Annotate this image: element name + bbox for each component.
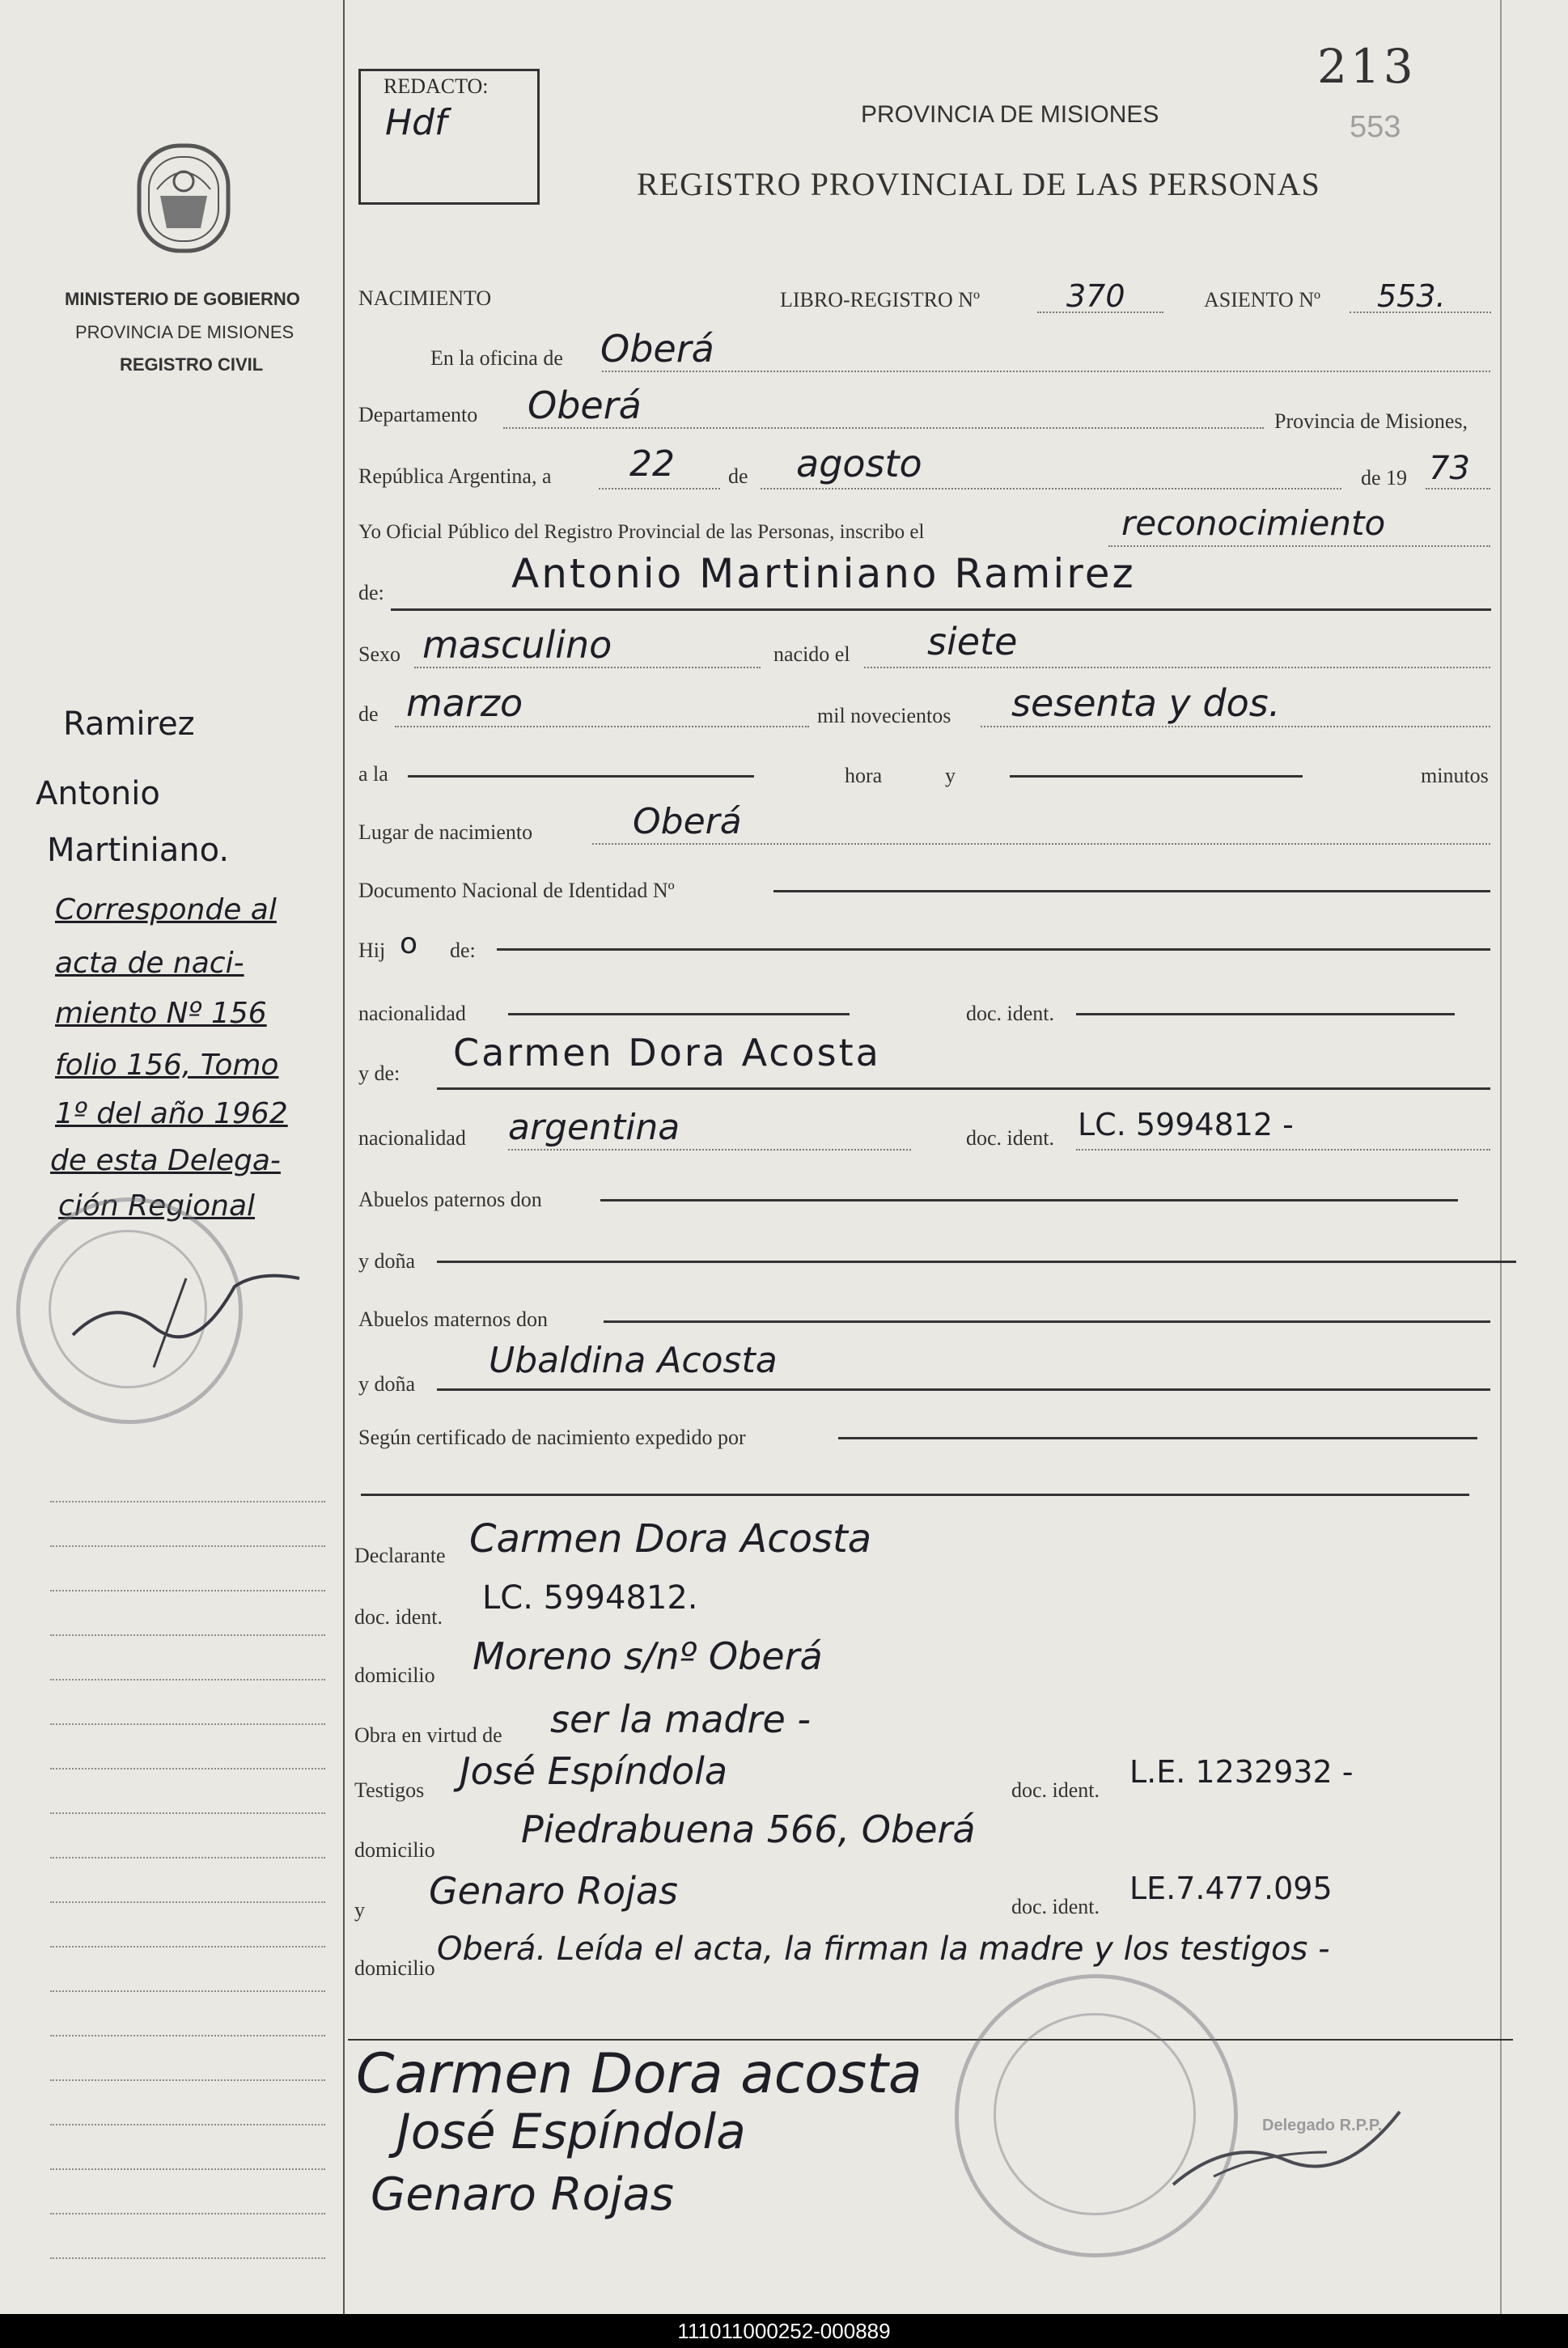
segun-label: Según certificado de nacimiento expedido por	[358, 1426, 746, 1449]
departamento-value: Oberá	[528, 384, 642, 427]
abuelo-mat-line	[604, 1320, 1490, 1323]
redacto-box	[358, 69, 540, 205]
sexo-label: Sexo	[358, 642, 400, 666]
abuela-pat-line	[437, 1261, 1516, 1263]
nacido-label: nacido el	[773, 642, 850, 666]
stamp-signature-right	[1165, 2104, 1408, 2201]
birth-month-line	[395, 726, 809, 727]
margin-note-line-8: 1º del año 1962	[55, 1097, 288, 1130]
y2-label: y	[354, 1898, 365, 1922]
doc-ident-label: doc. ident.	[966, 1002, 1055, 1025]
abuelos-pat-label: Abuelos paternos don	[358, 1188, 542, 1211]
margin-line	[50, 1501, 325, 1502]
margin-line	[50, 1679, 325, 1680]
yo-oficial-label: Yo Oficial Público del Registro Provincial de las Personas, inscribo el	[358, 521, 925, 543]
provincial-seal	[136, 139, 231, 261]
abuelos-mat-label: Abuelos maternos don	[358, 1308, 548, 1331]
hijo-de-label: de:	[450, 939, 476, 962]
margin-line	[50, 2257, 325, 2259]
inscribo-line	[1108, 545, 1490, 547]
hijo-label: Hij	[358, 939, 386, 962]
nacionalidad-label: nacionalidad	[358, 1002, 466, 1025]
obra-label: Obra en virtud de	[354, 1723, 502, 1747]
domicilio-value: Moreno s/nº Oberá	[473, 1634, 823, 1678]
margin-note-line-10: ción Regional	[58, 1189, 255, 1223]
testigo1-value: José Espíndola	[460, 1749, 728, 1793]
margin-note-line-6: miento Nº 156	[55, 997, 267, 1030]
margin-line	[50, 2035, 325, 2036]
margin-note-line-5: acta de naci-	[55, 947, 244, 980]
lugar-line	[592, 843, 1490, 845]
margin-line	[50, 1634, 325, 1636]
departamento-label: Departamento	[358, 403, 478, 426]
republica-label: República Argentina, a	[358, 464, 552, 488]
libro-value: 370	[1066, 278, 1125, 314]
segun-line	[838, 1437, 1477, 1439]
margin-note-line-3: Martiniano.	[47, 832, 230, 869]
hora-label: hora	[845, 764, 883, 787]
testigo2-value: Genaro Rojas	[429, 1869, 679, 1913]
abuelo-pat-line	[600, 1199, 1458, 1202]
abuela-mat-value: Ubaldina Acosta	[489, 1340, 778, 1381]
documento-label: Documento Nacional de Identidad Nº	[358, 879, 675, 902]
closing-line	[348, 2039, 1513, 2041]
mother-doc-value: LC. 5994812 -	[1078, 1107, 1294, 1142]
oficina-line	[602, 371, 1490, 372]
nacionalidad-line	[508, 1013, 850, 1015]
seal-registry: REGISTRO CIVIL	[120, 354, 264, 375]
margin-line	[50, 1901, 325, 1903]
hijo-suffix: o	[400, 927, 418, 960]
margin-note-line-4: Corresponde al	[55, 893, 277, 926]
margin-note-line-9: de esta Delega-	[50, 1144, 281, 1177]
margin-line	[50, 1590, 325, 1591]
ala-label: a la	[358, 762, 388, 786]
month-value: agosto	[796, 442, 922, 485]
margin-note-line-2: Antonio	[36, 775, 160, 812]
declarante-label: Declarante	[354, 1544, 446, 1567]
lugar-value: Oberá	[633, 801, 742, 842]
record-type: NACIMIENTO	[358, 286, 492, 310]
declarante-value: Carmen Dora Acosta	[469, 1516, 872, 1562]
birth-month-value: marzo	[406, 681, 523, 725]
year-label: de 19	[1361, 466, 1408, 490]
testigos-label: Testigos	[354, 1778, 425, 1802]
minutos-label: minutos	[1421, 764, 1489, 787]
decl-doc-value: LC. 5994812.	[482, 1579, 698, 1617]
mil-label: mil novecientos	[817, 704, 951, 727]
provincia-label: Provincia de Misiones,	[1274, 409, 1468, 433]
hour-line	[408, 775, 754, 778]
stamp-text-right: Delegado R.P.P.	[1262, 2117, 1383, 2134]
year-value: 73	[1429, 450, 1470, 487]
inscribo-value: reconocimiento	[1121, 503, 1386, 543]
obra-value: ser la madre -	[550, 1697, 812, 1741]
margin-line	[50, 2124, 325, 2125]
y-label: y	[945, 764, 956, 787]
mother-value: Carmen Dora Acosta	[453, 1031, 881, 1074]
nacionalidad2-label: nacionalidad	[358, 1126, 466, 1150]
margin-line	[50, 1723, 325, 1725]
decl-doc-label: doc. ident.	[354, 1605, 443, 1629]
testigo1-dom: Piedrabuena 566, Oberá	[521, 1808, 976, 1851]
redacto-value: Hdf	[385, 102, 447, 143]
margin-line	[50, 1545, 325, 1547]
de2-label: de	[358, 702, 379, 726]
minutes-line	[1010, 775, 1303, 778]
ydona2-label: y doña	[358, 1372, 416, 1396]
nacido-value: siete	[927, 620, 1018, 663]
ydona-label: y doña	[358, 1249, 416, 1273]
seal-ministry: MINISTERIO DE GOBIERNO	[65, 289, 300, 309]
sexo-value: masculino	[422, 623, 612, 667]
name-line	[391, 608, 1491, 611]
birth-year-value: sesenta y dos.	[1011, 681, 1281, 725]
testigo1-doc: L.E. 1232932 -	[1129, 1754, 1354, 1790]
signature-mother: Carmen Dora acosta	[356, 2042, 922, 2106]
margin-line	[50, 1857, 325, 1858]
margin-note-line-1: Ramirez	[63, 706, 195, 743]
sexo-line	[414, 667, 761, 668]
segun-line-2	[361, 1494, 1469, 1496]
father-line	[497, 948, 1490, 951]
doc-ident-line	[1076, 1013, 1455, 1015]
de-label: de	[728, 464, 748, 488]
mother-line	[437, 1087, 1490, 1090]
lugar-label: Lugar de nacimiento	[358, 820, 533, 844]
domicilio-label: domicilio	[354, 1664, 435, 1687]
birth-year-line	[981, 726, 1490, 727]
margin-line	[50, 2213, 325, 2214]
day-line	[599, 488, 720, 490]
signature-witness-1: José Espíndola	[396, 2104, 746, 2160]
day-value: 22	[629, 443, 675, 485]
libro-label: LIBRO-REGISTRO Nº	[780, 288, 981, 312]
oficina-value: Oberá	[600, 327, 714, 371]
mother-nat-line	[508, 1149, 911, 1151]
redacto-label: REDACTO:	[384, 74, 489, 98]
margin-divider	[343, 0, 345, 2314]
domicilio2-label: domicilio	[354, 1838, 435, 1862]
departamento-line	[503, 427, 1264, 429]
page-title: REGISTRO PROVINCIAL DE LAS PERSONAS	[637, 166, 1320, 202]
domicilio3-label: domicilio	[354, 1956, 435, 1980]
margin-line	[50, 1990, 325, 1992]
year-line	[1426, 488, 1490, 490]
testigo2-doc: LE.7.477.095	[1129, 1871, 1333, 1906]
asiento-value: 553.	[1377, 278, 1446, 314]
margin-line	[50, 1946, 325, 1947]
t2-doc-label: doc. ident.	[1011, 1895, 1100, 1918]
seal-province: PROVINCIA DE MISIONES	[75, 322, 295, 342]
asiento-label: ASIENTO Nº	[1204, 288, 1321, 312]
nacido-line	[864, 667, 1490, 668]
margin-line	[50, 1768, 325, 1769]
month-line	[761, 488, 1341, 490]
footer-id: 111011000252-000889	[0, 2314, 1568, 2348]
signature-witness-2: Genaro Rojas	[371, 2168, 674, 2221]
right-border	[1500, 0, 1502, 2314]
province-heading: PROVINCIA DE MISIONES	[861, 101, 1159, 128]
margin-line	[50, 1812, 325, 1814]
stamp-signature-left	[65, 1262, 307, 1375]
yde-label: y de:	[358, 1062, 400, 1085]
doc-ident2-label: doc. ident.	[966, 1126, 1055, 1150]
page-number: 213	[1317, 39, 1417, 94]
oficina-label: En la oficina de	[430, 346, 563, 370]
mother-nat-value: argentina	[508, 1107, 680, 1148]
t-doc-label: doc. ident.	[1011, 1778, 1100, 1802]
documento-line	[773, 890, 1490, 892]
page-number-pencil: 553	[1350, 110, 1401, 144]
margin-line	[50, 2079, 325, 2081]
de-name-label: de:	[358, 581, 384, 604]
testigo2-dom: Oberá. Leída el acta, la firman la madre y los testigos -	[437, 1931, 1330, 1968]
mother-doc-line	[1076, 1149, 1490, 1151]
margin-note-line-7: folio 156, Tomo	[55, 1049, 279, 1082]
abuela-mat-line	[437, 1388, 1490, 1391]
margin-line	[50, 2168, 325, 2170]
name-value: Antonio Martiniano Ramirez	[511, 550, 1136, 597]
